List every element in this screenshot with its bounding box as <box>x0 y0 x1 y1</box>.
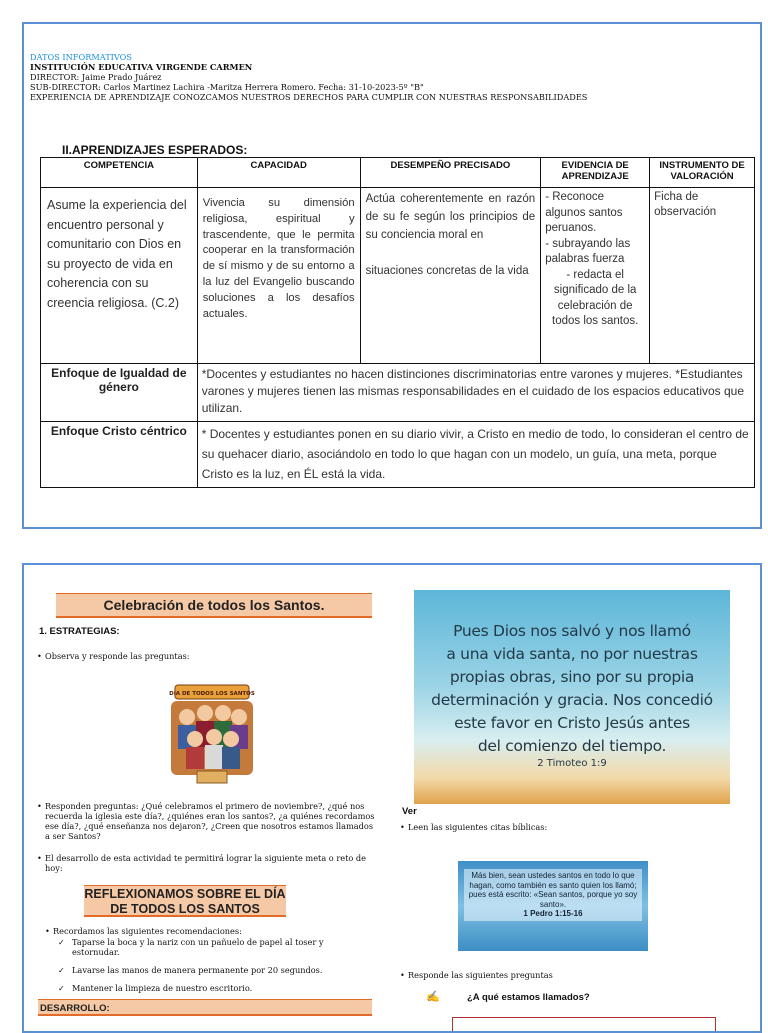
check-icon: ✓ <box>58 965 65 975</box>
strategies-heading: 1. ESTRATEGIAS: <box>39 626 120 637</box>
cell-capacidad: Vivencia su dimensión religiosa, espiritual y trascendente, que le permita cooperar en la transformación de sí mismo y de su entorno a la luz del Evangelio buscando soluciones a los desafíos actuales. <box>197 188 360 364</box>
enfoque-igualdad-label: Enfoque de Igualdad de género <box>41 364 198 422</box>
info-institution: INSTITUCIÓN EDUCATIVA VIRGENDE CARMEN <box>30 62 253 72</box>
header-instrumento: INSTRUMENTO DE VALORACIÓN <box>650 158 755 188</box>
header-capacidad: CAPACIDAD <box>197 158 360 188</box>
desempeno-part-1: Actúa coherentemente en razón de su fe según los principios de su conciencia moral en <box>365 193 536 241</box>
verse-line: propias obras, sino por su propia <box>449 668 695 686</box>
reflex-title-line-1: REFLEXIONAMOS SOBRE EL DÍA <box>84 887 286 901</box>
info-subdirector: SUB-DIRECTOR: Carlos Martinez Lachira -Maritza Herrera Romero. Fecha: 31-10-2023-5º "B" <box>30 82 424 92</box>
verse-line: Pues Dios nos salvó y nos llamó <box>453 622 691 640</box>
reflex-title <box>84 885 286 917</box>
section-title: II.APRENDIZAJES ESPERADOS: <box>62 143 248 157</box>
pedro-verse-card <box>458 861 648 951</box>
verse-line: del comienzo del tiempo. <box>477 737 667 755</box>
responde-text: • Responde las siguientes preguntas <box>408 970 553 980</box>
answer-box[interactable] <box>452 1017 716 1033</box>
questions-text: • Responden preguntas: ¿Qué celebramos el primero de noviembre?, ¿qué nos recuerda la iglesia este día?, ¿quiénes eran los santos?, ¿a quiénes recordamos ese día?, ¿qué enseñanza nos dejaron?, ¿Creen que nosotros estamos llamados a ser Santos? <box>45 801 375 841</box>
enfoque-cristo-text: * Docentes y estudiantes ponen en su diario vivir, a Cristo en medio de todo, lo consideran el centro de su quehacer diario, asociándolo en todo lo que hagan con un modelo, un guía, una meta, porque Cristo es la luz, en ÉL está la vida. <box>197 422 754 488</box>
saints-banner-text: DIA DE TODOS LOS SANTOS <box>169 691 255 697</box>
leen-text: • Leen las siguientes citas bíblicas: <box>408 822 547 832</box>
pedro-verse-text: Más bien, sean ustedes santos en todo lo que hagan, como también es santo quien los llamó; pues está escrito: «Sean santos, porque yo soy santo». <box>468 871 638 909</box>
celebration-title: Celebración de todos los Santos. <box>56 593 372 618</box>
header-desempeno: DESEMPEÑO PRECISADO <box>360 158 541 188</box>
info-director: DIRECTOR: Jaime Prado Juárez <box>30 72 162 82</box>
pedro-verse <box>464 869 642 921</box>
cell-evidencia <box>541 188 650 364</box>
desarrollo-heading: DESARROLLO: <box>38 999 372 1016</box>
check-icon: ✓ <box>58 983 65 993</box>
header-evidencia: EVIDENCIA DE APRENDIZAJE <box>541 158 650 188</box>
learning-table <box>40 157 755 488</box>
rec-item: ✓ Mantener la limpieza de nuestro escritorio. <box>58 983 253 993</box>
verse-line: a una vida santa, no por nuestras <box>446 645 698 663</box>
meta-text: • El desarrollo de esta actividad te permitirá lograr la siguiente meta o reto de hoy: <box>45 853 375 873</box>
ver-heading: Ver <box>402 806 417 817</box>
pedro-verse-reference: 1 Pedro 1:15-16 <box>523 909 583 918</box>
rec-item: ✓ Taparse la boca y la nariz con un pañuelo de papel al toser y estornudar. <box>58 937 324 957</box>
desempeno-part-2: situaciones concretas de la vida <box>365 265 529 277</box>
question-text: ¿A qué estamos llamados? <box>467 992 590 1003</box>
cell-desempeno <box>360 188 541 364</box>
verse-reference: 2 Timoteo 1:9 <box>537 758 607 769</box>
reflex-title-line-2: DE TODOS LOS SANTOS <box>110 902 260 916</box>
saints-illustration <box>167 681 257 787</box>
enfoque-igualdad-text: *Docentes y estudiantes no hacen distinciones discriminatorias entre varones y mujeres. *Estudiantes varones y mujeres tienen las mismas responsabilidades en el cuidado de los espacios educativos que utilizan. <box>197 364 754 422</box>
header-competencia: COMPETENCIA <box>41 158 198 188</box>
rec-item: ✓ Lavarse las manos de manera permanente por 20 segundos. <box>58 965 323 975</box>
recuerda-text: • Recordamos las siguientes recomendaciones: <box>53 926 242 936</box>
cell-competencia: Asume la experiencia del encuentro personal y comunitario con Dios en su proyecto de vida en coherencia con su creencia religiosa. (C.2) <box>41 188 198 364</box>
enfoque-cristo-label: Enfoque Cristo céntrico <box>41 422 198 488</box>
verse-line: este favor en Cristo Jesús antes <box>454 714 690 732</box>
verse-text <box>414 620 730 758</box>
cell-instrumento: Ficha de observación <box>650 188 755 364</box>
evidencia-item: - subrayando las palabras fuerza <box>545 237 631 265</box>
info-block <box>30 52 587 102</box>
page-2 <box>22 563 762 1033</box>
observa-text: • Observa y responde las preguntas: <box>45 651 190 661</box>
check-icon: ✓ <box>58 937 65 947</box>
evidencia-item: - Reconoce algunos santos peruanos. <box>545 191 623 234</box>
pencil-icon: ✍ <box>426 990 440 1003</box>
verse-card <box>414 590 730 804</box>
page-1 <box>22 22 762 529</box>
info-heading: DATOS INFORMATIVOS <box>30 52 133 62</box>
verse-line: determinación y gracia. Nos concedió <box>431 691 713 709</box>
info-experience: EXPERIENCIA DE APRENDIZAJE CONOZCAMOS NUESTROS DERECHOS PARA CUMPLIR CON NUESTRAS RESPONSABILIDADES <box>30 92 588 102</box>
evidencia-item: - redacta el significado de la celebración de todos los santos. <box>552 268 639 327</box>
